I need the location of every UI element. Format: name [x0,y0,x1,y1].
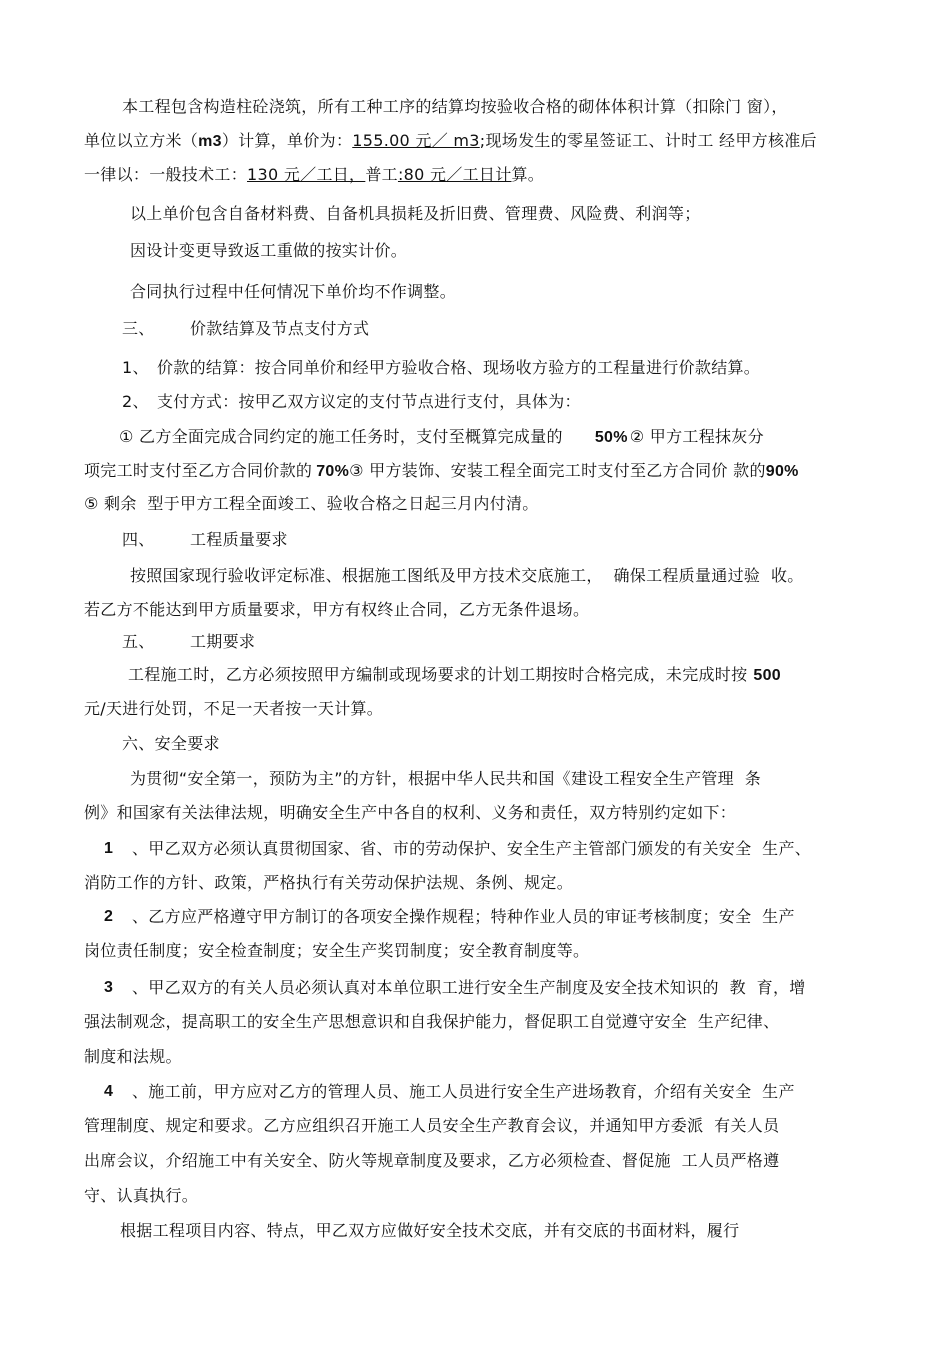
section-3-item-1-number: 1、 [122,358,149,377]
rule-3-line-3: 制度和法规。 [84,1047,182,1066]
text-segment: ）计算，单价为： [221,131,353,150]
section-4-line-1: 按照国家现行验收评定标准、根据施工图纸及甲方技术交底施工， 确保工程质量通过验 收。 [130,566,804,585]
text-segment: 一律以：一般技术工： [84,165,248,184]
text-segment: 算。 [511,165,545,184]
text-segment: 单位以立方米（ [84,131,199,150]
rule-2-line-2: 岗位责任制度；安全检查制度；安全生产奖罚制度；安全教育制度等。 [84,941,590,960]
para-1-line-2 [84,130,817,153]
section-4-number: 四、 [122,530,155,549]
text-segment: 工程施工时，乙方必须按照甲方编制或现场要求的计划工期按时合格完成，未完成时按 [128,665,748,684]
percent-70: 70% [316,463,350,480]
rule-4-number: 4 [104,1083,114,1100]
text-segment: ③ 甲方装饰、安装工程全面完工时支付至乙方合同价 款的 [349,461,766,480]
para-1-line-1: 本工程包含构造柱砼浇筑，所有工种工序的结算均按验收合格的砌体体积计算（扣除门 窗）， [122,97,788,116]
text-segment: ② 甲方工程抹灰分 [629,427,764,446]
section-3-item-2: 支付方式：按甲乙双方议定的支付节点进行支付，具体为： [157,392,581,411]
unit-price: 155.00 元／ m3 [352,131,480,150]
text-segment: 普工 [365,165,398,184]
section-6-line-2: 例》和国家有关法律法规，明确安全生产中各自的权利、义务和责任，双方特别约定如下： [84,803,737,822]
section-3-item-1: 价款的结算：按合同单价和经甲方验收合格、现场收方验方的工程量进行价款结算。 [157,358,761,377]
rule-2-number: 2 [104,908,114,925]
section-4-line-2: 若乙方不能达到甲方质量要求，甲方有权终止合同，乙方无条件退场。 [84,600,590,619]
text-segment: 项完工时支付至乙方合同价款的 [84,461,313,480]
rule-3-number: 3 [104,979,114,996]
section-3-item-2-number: 2、 [122,392,149,411]
para-1-line-3 [84,164,544,186]
payment-line-3: ⑤ 剩余 型于甲方工程全面竣工、验收合格之日起三月内付清。 [84,494,539,513]
percent-50: 50% [594,429,628,446]
rule-3-line-1: 、甲乙双方的有关人员必须认真对本单位职工进行安全生产制度及安全技术知识的 教 育，增 [132,978,806,997]
rule-3-line-2: 强法制观念，提高职工的安全生产思想意识和自我保护能力，督促职工自觉遵守安全 生产纪律、 [84,1012,780,1031]
rule-2-line-1: 、乙方应严格遵守甲方制订的各项安全操作规程；特种作业人员的审证考核制度；安全 生产 [132,907,795,926]
payment-line-1 [119,426,764,449]
rule-1-number: 1 [104,840,114,857]
rule-4-line-4: 守、认真执行。 [84,1186,199,1205]
section-5-title: 工期要求 [190,632,256,651]
section-6-title: 六、安全要求 [122,734,220,753]
laborer-rate: :80 元／工日计 [397,165,512,184]
penalty-amount: 500 [753,667,782,684]
text-segment: ;现场发生的零星签证工、计时工 经甲方核准后 [479,131,817,150]
section-3-title: 价款结算及节点支付方式 [190,319,370,338]
rule-4-line-2: 管理制度、规定和要求。乙方应组织召开施工人员安全生产教育会议，并通知甲方委派 有关人员 [84,1116,780,1135]
payment-line-2 [84,460,799,483]
section-4-title: 工程质量要求 [190,530,288,549]
percent-90: 90% [765,463,799,480]
rule-4-line-1: 、施工前，甲方应对乙方的管理人员、施工人员进行安全生产进场教育，介绍有关安全 生产 [132,1082,795,1101]
rule-1-line-1: 、甲乙双方必须认真贯彻国家、省、市的劳动保护、安全生产主管部门颁发的有关安全 生产、 [132,839,812,858]
section-5-line-1 [128,664,781,687]
section-6-line-1: 为贯彻“安全第一，预防为主”的方针，根据中华人民共和国《建设工程安全生产管理 条 [130,769,762,788]
final-paragraph-line-1: 根据工程项目内容、特点，甲乙双方应做好安全技术交底，并有交底的书面材料，履行 [120,1221,740,1240]
para-3: 因设计变更导致返工重做的按实计价。 [130,241,408,260]
para-4: 合同执行过程中任何情况下单价均不作调整。 [130,282,457,301]
technician-rate: 130 元／工日， [247,165,366,184]
section-3-number: 三、 [122,319,155,338]
text-segment: ① 乙方全面完成合同约定的施工任务时，支付至概算完成量的 [119,427,563,446]
section-5-number: 五、 [122,632,155,651]
rule-4-line-3: 出席会议，介绍施工中有关安全、防火等规章制度及要求，乙方必须检查、督促施 工人员严格遵 [84,1151,780,1170]
section-5-line-2: 元/天进行处罚，不足一天者按一天计算。 [84,699,384,718]
para-2: 以上单价包含自备材料费、自备机具损耗及折旧费、管理费、风险费、利润等； [130,204,701,223]
unit-m3: m3 [198,133,222,150]
rule-1-line-2: 消防工作的方针、政策，严格执行有关劳动保护法规、条例、规定。 [84,873,574,892]
